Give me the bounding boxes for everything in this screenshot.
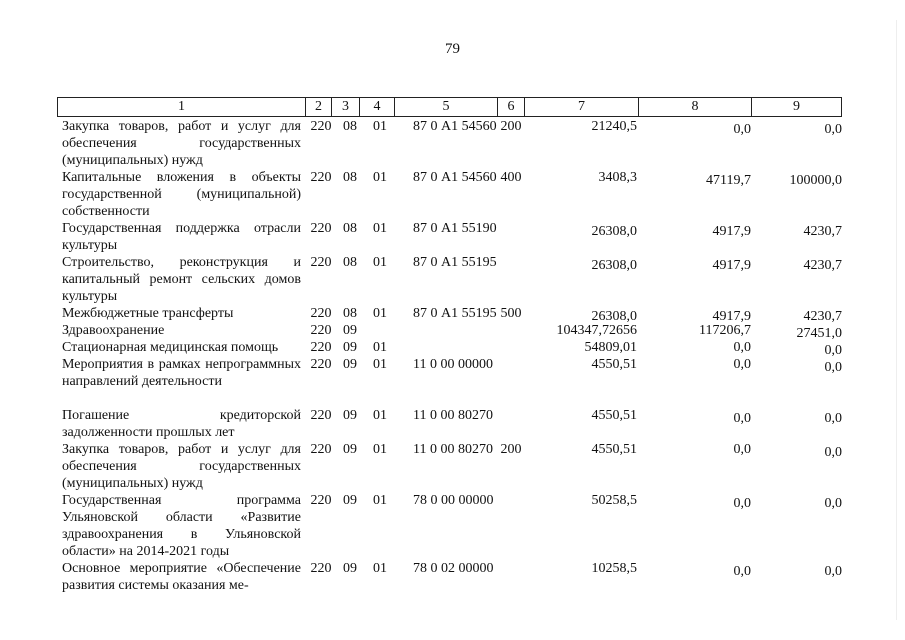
row-value-7: 54809,01 bbox=[584, 340, 637, 355]
row-code-6: 400 bbox=[500, 170, 522, 185]
row-value-8: 47119,7 bbox=[706, 173, 751, 188]
row-value-7: 104347,72656 bbox=[556, 323, 637, 338]
row-code-4: 01 bbox=[373, 170, 387, 185]
table-row bbox=[0, 560, 905, 594]
row-code-4: 01 bbox=[373, 493, 387, 508]
row-value-7: 4550,51 bbox=[591, 442, 637, 457]
row-code-2: 220 bbox=[310, 221, 332, 236]
row-code-5: 87 0 А1 54560 bbox=[413, 170, 497, 185]
row-code-3: 09 bbox=[343, 323, 357, 338]
row-code-6: 200 bbox=[500, 119, 522, 134]
row-code-4: 01 bbox=[373, 255, 387, 270]
table-row bbox=[0, 322, 905, 339]
row-code-2: 220 bbox=[310, 561, 332, 576]
table-row bbox=[0, 441, 905, 492]
row-value-9: 4230,7 bbox=[803, 309, 842, 324]
row-name: Капитальные вложения в объекты государственной (муниципальной) собственности bbox=[62, 170, 301, 219]
row-code-6: 500 bbox=[500, 306, 522, 321]
row-name: Мероприятия в рамках непрограммных направлений деятельности bbox=[62, 357, 301, 389]
row-code-3: 09 bbox=[343, 340, 357, 355]
table-row bbox=[0, 356, 905, 407]
row-code-2: 220 bbox=[310, 357, 332, 372]
table-row bbox=[0, 118, 905, 169]
row-code-2: 220 bbox=[310, 255, 332, 270]
row-code-4: 01 bbox=[373, 561, 387, 576]
row-name: Закупка товаров, работ и услуг для обеспечения государственных (муниципальных) нужд bbox=[62, 442, 301, 491]
table-row bbox=[0, 407, 905, 441]
row-code-2: 220 bbox=[310, 323, 332, 338]
row-value-8: 117206,7 bbox=[699, 323, 751, 338]
row-value-8: 0,0 bbox=[733, 411, 751, 426]
column-header-1: 1 bbox=[58, 98, 306, 116]
row-name: Стационарная медицинская помощь bbox=[62, 340, 279, 355]
table-row bbox=[0, 305, 905, 322]
row-value-8: 0,0 bbox=[733, 442, 751, 457]
table-row bbox=[0, 492, 905, 560]
row-value-9: 0,0 bbox=[824, 343, 842, 358]
row-value-7: 4550,51 bbox=[591, 408, 637, 423]
row-value-9: 0,0 bbox=[824, 122, 842, 137]
row-name: Государственная программа Ульяновской области «Развитие здравоохранения в Ульяновской области» на 2014-2021 годы bbox=[62, 493, 301, 559]
row-code-5: 78 0 02 00000 bbox=[413, 561, 494, 576]
table-header bbox=[57, 97, 842, 117]
row-value-9: 4230,7 bbox=[803, 258, 842, 273]
row-value-8: 4917,9 bbox=[712, 309, 751, 324]
row-code-4: 01 bbox=[373, 119, 387, 134]
row-value-9: 0,0 bbox=[824, 411, 842, 426]
row-value-8: 4917,9 bbox=[712, 258, 751, 273]
row-code-5: 87 0 А1 55195 bbox=[413, 255, 497, 270]
column-header-8: 8 bbox=[639, 98, 752, 116]
row-code-5: 11 0 00 00000 bbox=[413, 357, 493, 372]
row-value-9: 0,0 bbox=[824, 360, 842, 375]
row-value-9: 0,0 bbox=[824, 564, 842, 579]
row-code-3: 08 bbox=[343, 221, 357, 236]
row-code-2: 220 bbox=[310, 493, 332, 508]
row-code-5: 11 0 00 80270 bbox=[413, 442, 493, 457]
column-header-6: 6 bbox=[498, 98, 525, 116]
row-code-4: 01 bbox=[373, 357, 387, 372]
row-value-9: 0,0 bbox=[824, 445, 842, 460]
row-value-7: 26308,0 bbox=[591, 224, 637, 239]
row-code-2: 220 bbox=[310, 119, 332, 134]
row-code-3: 09 bbox=[343, 493, 357, 508]
table-body bbox=[0, 118, 905, 594]
row-code-2: 220 bbox=[310, 306, 332, 321]
column-header-3: 3 bbox=[332, 98, 360, 116]
row-value-9: 27451,0 bbox=[796, 326, 842, 341]
row-code-5: 87 0 А1 55195 bbox=[413, 306, 497, 321]
row-value-7: 3408,3 bbox=[598, 170, 637, 185]
row-value-8: 4917,9 bbox=[712, 224, 751, 239]
row-name: Государственная поддержка отрасли культуры bbox=[62, 221, 301, 253]
row-name: Строительство, реконструкция и капитальный ремонт сельских домов культуры bbox=[62, 255, 301, 304]
row-value-7: 10258,5 bbox=[591, 561, 637, 576]
row-value-9: 4230,7 bbox=[803, 224, 842, 239]
row-name: Погашение кредиторской задолженности прошлых лет bbox=[62, 408, 301, 440]
column-header-5: 5 bbox=[395, 98, 498, 116]
row-code-5: 11 0 00 80270 bbox=[413, 408, 493, 423]
row-name: Основное мероприятие «Обеспечение развития системы оказания ме- bbox=[62, 561, 301, 593]
row-code-3: 08 bbox=[343, 255, 357, 270]
row-name: Межбюджетные трансферты bbox=[62, 306, 234, 321]
row-code-3: 08 bbox=[343, 170, 357, 185]
row-name: Закупка товаров, работ и услуг для обеспечения государственных (муниципальных) нужд bbox=[62, 119, 301, 168]
row-code-4: 01 bbox=[373, 408, 387, 423]
row-value-7: 50258,5 bbox=[591, 493, 637, 508]
row-code-2: 220 bbox=[310, 170, 332, 185]
row-code-2: 220 bbox=[310, 340, 332, 355]
row-code-3: 08 bbox=[343, 119, 357, 134]
column-header-4: 4 bbox=[360, 98, 395, 116]
table-row bbox=[0, 220, 905, 254]
row-value-8: 0,0 bbox=[733, 496, 751, 511]
row-value-7: 26308,0 bbox=[591, 309, 637, 324]
row-code-3: 09 bbox=[343, 561, 357, 576]
column-header-7: 7 bbox=[525, 98, 639, 116]
row-value-8: 0,0 bbox=[733, 564, 751, 579]
row-code-6: 200 bbox=[500, 442, 522, 457]
row-code-5: 87 0 А1 55190 bbox=[413, 221, 497, 236]
table-row bbox=[0, 254, 905, 305]
row-code-2: 220 bbox=[310, 408, 332, 423]
row-value-9: 100000,0 bbox=[789, 173, 842, 188]
row-code-3: 09 bbox=[343, 357, 357, 372]
column-header-2: 2 bbox=[306, 98, 332, 116]
row-value-8: 0,0 bbox=[733, 340, 751, 355]
row-code-4: 01 bbox=[373, 221, 387, 236]
row-code-4: 01 bbox=[373, 306, 387, 321]
row-code-4: 01 bbox=[373, 442, 387, 457]
row-value-7: 26308,0 bbox=[591, 258, 637, 273]
row-code-2: 220 bbox=[310, 442, 332, 457]
row-code-4: 01 bbox=[373, 340, 387, 355]
row-value-7: 4550,51 bbox=[591, 357, 637, 372]
column-header-9: 9 bbox=[793, 99, 800, 114]
page-number: 79 bbox=[445, 41, 460, 57]
table-row bbox=[0, 339, 905, 356]
row-value-8: 0,0 bbox=[733, 357, 751, 372]
row-code-3: 09 bbox=[343, 442, 357, 457]
row-value-8: 0,0 bbox=[733, 122, 751, 137]
row-value-7: 21240,5 bbox=[591, 119, 637, 134]
row-value-9: 0,0 bbox=[824, 496, 842, 511]
row-code-3: 09 bbox=[343, 408, 357, 423]
table-row bbox=[0, 169, 905, 220]
row-code-5: 87 0 А1 54560 bbox=[413, 119, 497, 134]
row-code-5: 78 0 00 00000 bbox=[413, 493, 494, 508]
row-name: Здравоохранение bbox=[62, 323, 165, 338]
row-code-3: 08 bbox=[343, 306, 357, 321]
